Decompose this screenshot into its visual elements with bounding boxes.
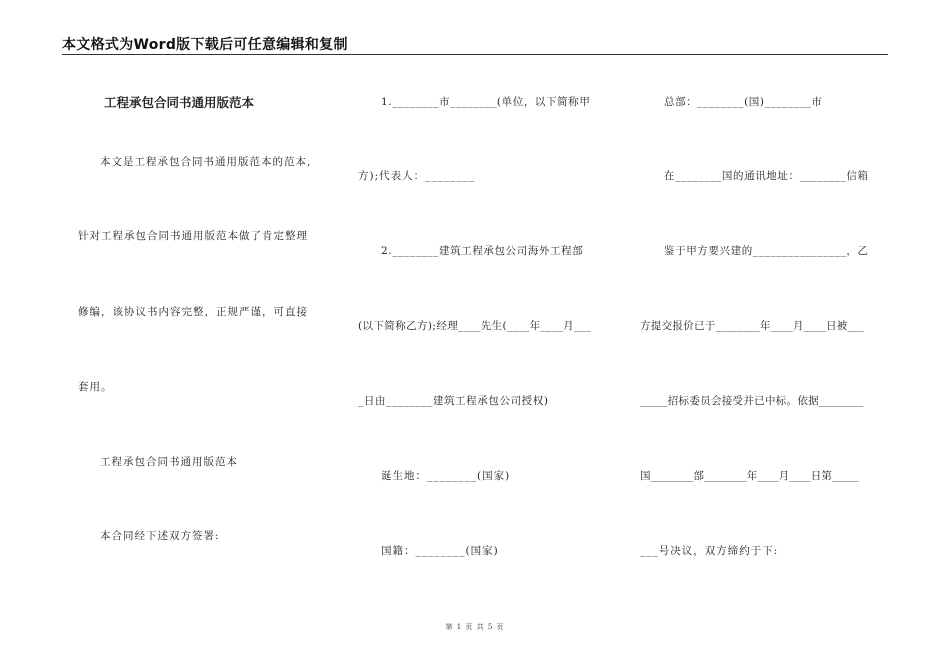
body-line: 1.________市________(单位，以下简称甲 bbox=[381, 96, 591, 108]
body-line: 本合同经下述双方签署: bbox=[100, 530, 220, 542]
body-line: 针对工程承包合同书通用版范本做了肯定整理 bbox=[78, 230, 308, 242]
body-line: 方提交报价已于________年____月____日被___ bbox=[640, 320, 865, 332]
body-line: 本文是工程承包合同书通用版范本的范本, bbox=[100, 156, 312, 168]
body-line: 方);代表人：________ bbox=[358, 170, 476, 182]
section-heading: 工程承包合同书通用版范本 bbox=[100, 456, 238, 468]
body-line: 国籍：________(国家) bbox=[381, 545, 499, 557]
page-number: 第 1 页 共 5 页 bbox=[445, 623, 505, 631]
page-header bbox=[62, 34, 888, 55]
body-line: 套用。 bbox=[78, 381, 113, 393]
body-line: 修编，该协议书内容完整，正规严谨，可直接 bbox=[78, 306, 308, 318]
body-line: 诞生地：________(国家) bbox=[381, 470, 511, 482]
body-line: (以下简称乙方);经理____先生(____年____月___ bbox=[358, 320, 591, 332]
body-line: _____招标委员会接受并已中标。依据________ bbox=[640, 395, 864, 407]
body-line: 总部：________(国)________市 bbox=[664, 96, 823, 108]
body-line: ___号决议，双方缔约于下: bbox=[640, 545, 779, 557]
header-text: 本文格式为Word版下载后可任意编辑和复制 bbox=[62, 37, 348, 53]
body-line: 在________国的通讯地址：________信箱 bbox=[664, 170, 869, 182]
body-line: 鉴于甲方要兴建的________________，乙 bbox=[664, 245, 869, 257]
document-title: 工程承包合同书通用版范本 bbox=[104, 95, 255, 110]
body-line: 2.________建筑工程承包公司海外工程部 bbox=[381, 245, 584, 257]
body-line: 国________部________年____月____日第_____ bbox=[640, 470, 859, 482]
body-line: _日由________建筑工程承包公司授权) bbox=[358, 395, 549, 407]
